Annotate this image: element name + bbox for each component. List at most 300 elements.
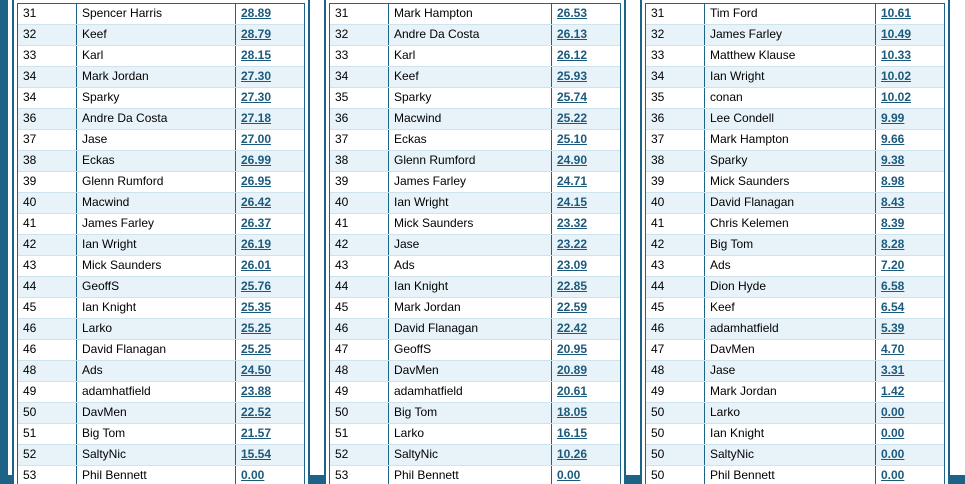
- cell-name: Ian Wright: [705, 67, 876, 88]
- table-row: [646, 277, 944, 298]
- cell-position: 53: [18, 466, 77, 484]
- score-link[interactable]: 10.61: [881, 6, 912, 20]
- score-link[interactable]: 25.22: [557, 111, 588, 125]
- score-link[interactable]: 15.54: [241, 447, 272, 461]
- cell-score[interactable]: [236, 298, 305, 319]
- cell-name: Phil Bennett: [389, 466, 552, 484]
- table-row: [646, 193, 944, 214]
- table-row: [330, 193, 620, 214]
- cell-position: 44: [646, 277, 705, 298]
- cell-position: 36: [646, 109, 705, 130]
- cell-position: 52: [330, 445, 389, 466]
- cell-name: James Farley: [705, 25, 876, 46]
- table-row: [18, 256, 304, 277]
- score-link[interactable]: 10.26: [557, 447, 588, 461]
- cell-name: Sparky: [389, 88, 552, 109]
- cell-position: 43: [330, 256, 389, 277]
- table-row: [646, 298, 944, 319]
- cell-score[interactable]: [552, 25, 621, 46]
- cell-position: 52: [18, 445, 77, 466]
- cell-score[interactable]: [552, 298, 621, 319]
- cell-score[interactable]: [236, 193, 305, 214]
- cell-position: 50: [646, 445, 705, 466]
- cell-name: adamhatfield: [77, 382, 236, 403]
- cell-name: Mark Jordan: [705, 382, 876, 403]
- cell-score[interactable]: [552, 424, 621, 445]
- cell-position: 45: [330, 298, 389, 319]
- score-link[interactable]: 22.52: [241, 405, 272, 419]
- cell-position: 41: [18, 214, 77, 235]
- cell-position: 47: [330, 340, 389, 361]
- cell-score[interactable]: [876, 67, 945, 88]
- cell-name: Ads: [705, 256, 876, 277]
- cell-position: 50: [646, 403, 705, 424]
- score-link[interactable]: 0.00: [241, 468, 265, 482]
- table-row: [646, 382, 944, 403]
- cell-name: Tim Ford: [705, 4, 876, 25]
- score-link[interactable]: 0.00: [881, 426, 905, 440]
- cell-score[interactable]: [236, 319, 305, 340]
- score-link[interactable]: 28.89: [241, 6, 272, 20]
- table-row: [330, 25, 620, 46]
- cell-score[interactable]: [552, 67, 621, 88]
- table-row: [18, 214, 304, 235]
- cell-position: 34: [330, 67, 389, 88]
- cell-position: 31: [18, 4, 77, 25]
- cell-score[interactable]: [552, 319, 621, 340]
- cell-score[interactable]: [876, 214, 945, 235]
- cell-score[interactable]: [236, 172, 305, 193]
- score-link[interactable]: 27.30: [241, 69, 272, 83]
- table-row: [646, 214, 944, 235]
- cell-score[interactable]: [236, 235, 305, 256]
- cell-score[interactable]: [236, 277, 305, 298]
- score-link[interactable]: 0.00: [557, 468, 581, 482]
- cell-score[interactable]: [236, 424, 305, 445]
- cell-position: 39: [646, 172, 705, 193]
- score-link[interactable]: 24.50: [241, 363, 272, 377]
- cell-name: Ian Wright: [389, 193, 552, 214]
- score-link[interactable]: 24.90: [557, 153, 588, 167]
- table-row: [18, 277, 304, 298]
- cell-name: Spencer Harris: [77, 4, 236, 25]
- cell-score[interactable]: [552, 4, 621, 25]
- cell-name: Ads: [77, 361, 236, 382]
- cell-score[interactable]: [876, 277, 945, 298]
- score-link[interactable]: 10.49: [881, 27, 912, 41]
- cell-position: 32: [18, 25, 77, 46]
- score-link[interactable]: 20.89: [557, 363, 588, 377]
- score-link[interactable]: 16.15: [557, 426, 588, 440]
- table-row: [646, 4, 944, 25]
- leaderboard-panel-1: [12, 0, 310, 484]
- cell-position: 34: [18, 67, 77, 88]
- table-row: [18, 319, 304, 340]
- score-link[interactable]: 18.05: [557, 405, 588, 419]
- cell-score[interactable]: [876, 382, 945, 403]
- cell-position: 34: [18, 88, 77, 109]
- score-link[interactable]: 9.99: [881, 111, 905, 125]
- table-row: [330, 382, 620, 403]
- score-link[interactable]: 24.15: [557, 195, 588, 209]
- cell-score[interactable]: [552, 277, 621, 298]
- score-link[interactable]: 25.25: [241, 321, 272, 335]
- cell-name: Keef: [77, 25, 236, 46]
- table-row: [646, 151, 944, 172]
- cell-score[interactable]: [876, 4, 945, 25]
- cell-score[interactable]: [876, 319, 945, 340]
- cell-score[interactable]: [236, 403, 305, 424]
- cell-position: 38: [18, 151, 77, 172]
- cell-name: Andre Da Costa: [77, 109, 236, 130]
- table-row: [330, 277, 620, 298]
- cell-name: Glenn Rumford: [77, 172, 236, 193]
- cell-position: 31: [330, 4, 389, 25]
- cell-position: 42: [330, 235, 389, 256]
- cell-name: Ian Wright: [77, 235, 236, 256]
- cell-score[interactable]: [236, 445, 305, 466]
- cell-name: Eckas: [77, 151, 236, 172]
- table-row: [330, 235, 620, 256]
- cell-name: Karl: [77, 46, 236, 67]
- cell-position: 46: [18, 340, 77, 361]
- cell-score[interactable]: [552, 46, 621, 67]
- table-row: [18, 46, 304, 67]
- table-row: [18, 466, 304, 484]
- cell-name: DavMen: [705, 340, 876, 361]
- score-link[interactable]: 22.85: [557, 279, 588, 293]
- cell-name: Jase: [389, 235, 552, 256]
- score-link[interactable]: 4.70: [881, 342, 905, 356]
- cell-score[interactable]: [552, 109, 621, 130]
- cell-position: 33: [330, 46, 389, 67]
- cell-position: 49: [646, 382, 705, 403]
- table-row: [18, 382, 304, 403]
- cell-score[interactable]: [552, 466, 621, 484]
- cell-score[interactable]: [236, 151, 305, 172]
- score-link[interactable]: 27.18: [241, 111, 272, 125]
- cell-name: Larko: [77, 319, 236, 340]
- cell-name: Keef: [705, 298, 876, 319]
- cell-name: Keef: [389, 67, 552, 88]
- cell-position: 50: [330, 403, 389, 424]
- table-row: [330, 88, 620, 109]
- table-row: [330, 4, 620, 25]
- score-link[interactable]: 23.09: [557, 258, 588, 272]
- table-row: [330, 445, 620, 466]
- cell-name: Matthew Klause: [705, 46, 876, 67]
- score-link[interactable]: 24.71: [557, 174, 588, 188]
- cell-position: 33: [18, 46, 77, 67]
- cell-score[interactable]: [552, 151, 621, 172]
- cell-name: Macwind: [389, 109, 552, 130]
- cell-position: 45: [18, 298, 77, 319]
- cell-name: David Flanagan: [77, 340, 236, 361]
- table-row: [18, 88, 304, 109]
- cell-score[interactable]: [236, 361, 305, 382]
- table-row: [330, 424, 620, 445]
- cell-name: David Flanagan: [389, 319, 552, 340]
- table-row: [330, 130, 620, 151]
- leaderboard-panel-3: [640, 0, 950, 484]
- table-row: [330, 361, 620, 382]
- score-link[interactable]: 1.42: [881, 384, 905, 398]
- table-row: [646, 25, 944, 46]
- score-link[interactable]: 25.35: [241, 300, 272, 314]
- table-row: [646, 67, 944, 88]
- cell-score[interactable]: [236, 382, 305, 403]
- score-link[interactable]: 25.25: [241, 342, 272, 356]
- cell-score[interactable]: [236, 88, 305, 109]
- cell-position: 47: [646, 340, 705, 361]
- score-link[interactable]: 10.02: [881, 90, 912, 104]
- table-row: [330, 319, 620, 340]
- cell-score[interactable]: [876, 88, 945, 109]
- table-row: [18, 298, 304, 319]
- table-row: [18, 235, 304, 256]
- cell-position: 46: [330, 319, 389, 340]
- cell-name: DavMen: [77, 403, 236, 424]
- table-row: [330, 46, 620, 67]
- cell-score[interactable]: [876, 424, 945, 445]
- score-link[interactable]: 23.88: [241, 384, 272, 398]
- score-link[interactable]: 5.39: [881, 321, 905, 335]
- leaderboard-panels: [12, 0, 950, 484]
- cell-score[interactable]: [876, 466, 945, 484]
- score-link[interactable]: 23.22: [557, 237, 588, 251]
- score-link[interactable]: 3.31: [881, 363, 905, 377]
- score-link[interactable]: 0.00: [881, 447, 905, 461]
- cell-score[interactable]: [876, 109, 945, 130]
- cell-position: 51: [330, 424, 389, 445]
- cell-position: 44: [330, 277, 389, 298]
- cell-score[interactable]: [236, 25, 305, 46]
- cell-position: 49: [330, 382, 389, 403]
- score-link[interactable]: 8.43: [881, 195, 905, 209]
- rank-table-1: [18, 4, 304, 484]
- cell-score[interactable]: [552, 256, 621, 277]
- panel-2-inner: [329, 3, 621, 484]
- table-row: [646, 445, 944, 466]
- cell-position: 48: [646, 361, 705, 382]
- score-link[interactable]: 26.42: [241, 195, 272, 209]
- score-link[interactable]: 26.37: [241, 216, 272, 230]
- table-row: [18, 424, 304, 445]
- cell-position: 50: [18, 403, 77, 424]
- table-row: [330, 67, 620, 88]
- table-row: [646, 46, 944, 67]
- cell-name: GeoffS: [77, 277, 236, 298]
- score-link[interactable]: 27.00: [241, 132, 272, 146]
- table-row: [646, 88, 944, 109]
- table-row: [18, 445, 304, 466]
- table-row: [646, 172, 944, 193]
- cell-name: Ian Knight: [389, 277, 552, 298]
- score-link[interactable]: 8.98: [881, 174, 905, 188]
- cell-position: 46: [646, 319, 705, 340]
- cell-position: 32: [330, 25, 389, 46]
- table-row: [646, 235, 944, 256]
- score-link[interactable]: 26.13: [557, 27, 588, 41]
- cell-score[interactable]: [236, 67, 305, 88]
- cell-score[interactable]: [236, 466, 305, 484]
- score-link[interactable]: 10.02: [881, 69, 912, 83]
- cell-score[interactable]: [876, 235, 945, 256]
- cell-score[interactable]: [236, 109, 305, 130]
- cell-score[interactable]: [876, 361, 945, 382]
- cell-score[interactable]: [552, 361, 621, 382]
- score-link[interactable]: 9.66: [881, 132, 905, 146]
- cell-name: adamhatfield: [389, 382, 552, 403]
- cell-position: 38: [330, 151, 389, 172]
- cell-name: conan: [705, 88, 876, 109]
- score-link[interactable]: 26.01: [241, 258, 272, 272]
- score-link[interactable]: 10.33: [881, 48, 912, 62]
- cell-score[interactable]: [876, 445, 945, 466]
- table-row: [330, 340, 620, 361]
- cell-name: Jase: [705, 361, 876, 382]
- page-frame-left-border: [0, 0, 8, 484]
- cell-name: DavMen: [389, 361, 552, 382]
- cell-position: 48: [18, 361, 77, 382]
- score-link[interactable]: 21.57: [241, 426, 272, 440]
- table-row: [330, 256, 620, 277]
- score-link[interactable]: 8.39: [881, 216, 905, 230]
- cell-score[interactable]: [552, 403, 621, 424]
- score-link[interactable]: 26.99: [241, 153, 272, 167]
- table-row: [646, 256, 944, 277]
- rank-table-3: [646, 4, 944, 484]
- cell-score[interactable]: [236, 4, 305, 25]
- cell-name: Big Tom: [705, 235, 876, 256]
- cell-score[interactable]: [552, 235, 621, 256]
- table-row: [18, 4, 304, 25]
- cell-name: James Farley: [77, 214, 236, 235]
- cell-score[interactable]: [552, 88, 621, 109]
- cell-name: Larko: [389, 424, 552, 445]
- table-row: [646, 109, 944, 130]
- cell-position: 43: [646, 256, 705, 277]
- table-row: [18, 340, 304, 361]
- cell-score[interactable]: [876, 151, 945, 172]
- cell-name: Glenn Rumford: [389, 151, 552, 172]
- score-link[interactable]: 22.42: [557, 321, 588, 335]
- cell-score[interactable]: [876, 130, 945, 151]
- cell-score[interactable]: [876, 403, 945, 424]
- cell-score[interactable]: [236, 214, 305, 235]
- cell-position: 44: [18, 277, 77, 298]
- table-row: [330, 214, 620, 235]
- table-row: [18, 361, 304, 382]
- cell-name: Mark Jordan: [389, 298, 552, 319]
- score-link[interactable]: 6.58: [881, 279, 905, 293]
- cell-position: 36: [330, 109, 389, 130]
- score-link[interactable]: 0.00: [881, 405, 905, 419]
- score-link[interactable]: 25.76: [241, 279, 272, 293]
- cell-score[interactable]: [552, 340, 621, 361]
- score-link[interactable]: 0.00: [881, 468, 905, 482]
- cell-score[interactable]: [552, 382, 621, 403]
- score-link[interactable]: 22.59: [557, 300, 588, 314]
- table-row: [646, 361, 944, 382]
- cell-name: Sparky: [705, 151, 876, 172]
- cell-name: Big Tom: [77, 424, 236, 445]
- score-link[interactable]: 6.54: [881, 300, 905, 314]
- table-row: [330, 298, 620, 319]
- cell-score[interactable]: [552, 193, 621, 214]
- score-link[interactable]: 26.19: [241, 237, 272, 251]
- rank-table-2: [330, 4, 620, 484]
- cell-score[interactable]: [236, 46, 305, 67]
- cell-position: 34: [646, 67, 705, 88]
- cell-score[interactable]: [876, 25, 945, 46]
- cell-position: 35: [646, 88, 705, 109]
- score-link[interactable]: 25.10: [557, 132, 588, 146]
- score-link[interactable]: 25.74: [557, 90, 588, 104]
- cell-name: Macwind: [77, 193, 236, 214]
- score-link[interactable]: 26.95: [241, 174, 272, 188]
- table-row: [18, 193, 304, 214]
- cell-score[interactable]: [876, 172, 945, 193]
- cell-score[interactable]: [876, 298, 945, 319]
- cell-name: Sparky: [77, 88, 236, 109]
- cell-name: Larko: [705, 403, 876, 424]
- cell-score[interactable]: [876, 193, 945, 214]
- cell-name: Ian Knight: [77, 298, 236, 319]
- score-link[interactable]: 25.93: [557, 69, 588, 83]
- score-link[interactable]: 20.61: [557, 384, 588, 398]
- score-link[interactable]: 28.79: [241, 27, 272, 41]
- table-row: [646, 319, 944, 340]
- score-link[interactable]: 9.38: [881, 153, 905, 167]
- score-link[interactable]: 27.30: [241, 90, 272, 104]
- cell-name: Lee Condell: [705, 109, 876, 130]
- cell-name: Chris Kelemen: [705, 214, 876, 235]
- cell-position: 37: [646, 130, 705, 151]
- score-link[interactable]: 26.53: [557, 6, 588, 20]
- cell-score[interactable]: [876, 256, 945, 277]
- cell-score[interactable]: [236, 256, 305, 277]
- cell-position: 39: [18, 172, 77, 193]
- cell-name: Ian Knight: [705, 424, 876, 445]
- cell-score[interactable]: [876, 46, 945, 67]
- score-link[interactable]: 8.28: [881, 237, 905, 251]
- cell-score[interactable]: [552, 214, 621, 235]
- cell-score[interactable]: [876, 340, 945, 361]
- cell-score[interactable]: [236, 130, 305, 151]
- cell-name: Mick Saunders: [77, 256, 236, 277]
- cell-position: 35: [330, 88, 389, 109]
- cell-name: Eckas: [389, 130, 552, 151]
- cell-score[interactable]: [552, 130, 621, 151]
- cell-name: SaltyNic: [705, 445, 876, 466]
- cell-name: Mick Saunders: [389, 214, 552, 235]
- table-row: [646, 424, 944, 445]
- score-link[interactable]: 20.95: [557, 342, 588, 356]
- score-link[interactable]: 23.32: [557, 216, 588, 230]
- table-row: [646, 466, 944, 484]
- cell-score[interactable]: [552, 445, 621, 466]
- cell-score[interactable]: [552, 172, 621, 193]
- cell-score[interactable]: [236, 340, 305, 361]
- score-link[interactable]: 26.12: [557, 48, 588, 62]
- score-link[interactable]: 7.20: [881, 258, 905, 272]
- table-row: [18, 151, 304, 172]
- table-row: [330, 466, 620, 484]
- cell-position: 37: [18, 130, 77, 151]
- cell-position: 53: [330, 466, 389, 484]
- score-link[interactable]: 28.15: [241, 48, 272, 62]
